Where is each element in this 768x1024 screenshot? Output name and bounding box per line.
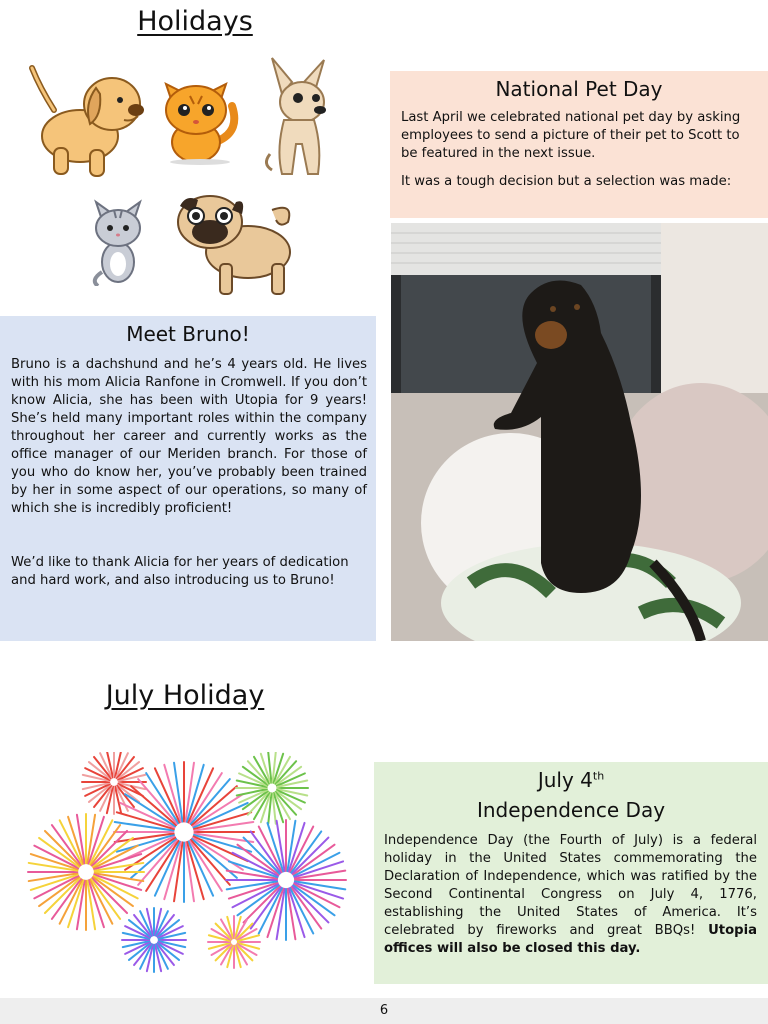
pet-day-paragraph: Last April we celebrated national pet day by asking employees to send a picture of their pet to Scott to be featured in the next issue.: [401, 110, 741, 161]
page-footer: [0, 998, 768, 1024]
pug-icon: [176, 192, 300, 298]
july-holiday-heading: July Holiday: [105, 680, 265, 711]
bruno-paragraph: Bruno is a dachshund and he’s 4 years old. He lives with his mom Alicia Ranfone in Cromwell. If you don’t know Alicia, she has been with Utopia for 9 years! She’s held many important roles within the company throughout her career and currently works as the office manager of our Meriden branch. For those of you who do know her, you’ve probably been trained by her in some aspect of our operations, so many of which she is incredibly proficient!: [11, 357, 367, 516]
orange-kitten-icon: [158, 70, 242, 166]
dachshund-photo: [391, 223, 768, 641]
holidays-heading: Holidays: [137, 6, 253, 37]
pet-day-title: National Pet Day: [495, 77, 663, 101]
july-date: [374, 768, 768, 792]
independence-day-box: [374, 762, 768, 984]
page-number: 6: [379, 1003, 389, 1018]
independence-day-paragraph: [384, 832, 757, 958]
pet-day-box: [390, 71, 768, 218]
july-date-main: July 4: [537, 768, 593, 792]
independence-day-title: Independence Day: [476, 798, 666, 822]
office-closed-notice: Utopia offices will also be closed this day.: [384, 923, 757, 956]
pet-day-paragraph: It was a tough decision but a selection was made:: [401, 174, 732, 189]
july-date-suffix: th: [592, 769, 605, 783]
bruno-thanks-paragraph: We’d like to thank Alicia for her years of dedication and hard work, and also introducing us to Bruno!: [11, 555, 349, 588]
fireworks-illustration: [24, 752, 354, 976]
puppy-icon: [28, 58, 146, 180]
independence-day-text: Independence Day (the Fourth of July) is a federal holiday in the United States commemorating the Declaration of Independence, which was ratified by the Second Continental Congress on July 4, 1776, establishing the United States of America. It’s celebrated by fireworks and great BBQs!: [384, 833, 757, 938]
bruno-title: Meet Bruno!: [126, 322, 250, 346]
gray-kitten-icon: [90, 198, 148, 286]
bruno-box: [0, 316, 376, 641]
chihuahua-icon: [262, 54, 334, 188]
